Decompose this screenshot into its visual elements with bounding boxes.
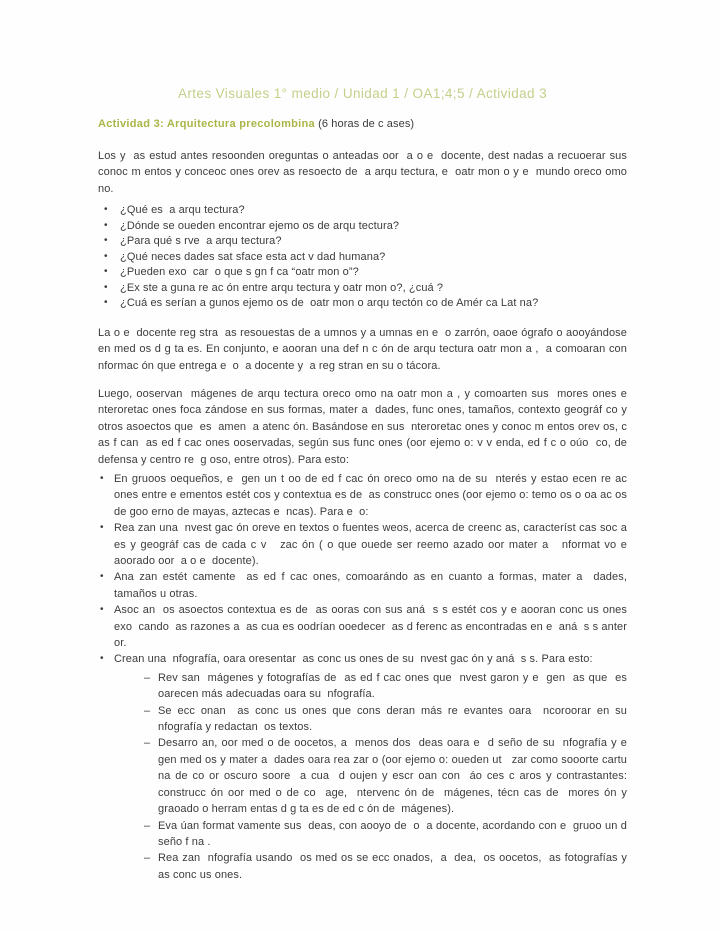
subactivity-text: Eva úan format vamente sus deas, con aooyo de o a docente, acordando con e gruoo un d seño f na . (158, 819, 631, 848)
activity-item (98, 520, 631, 569)
bullet-icon: • (104, 297, 108, 309)
activity-heading-line (98, 117, 627, 131)
activities-list (98, 471, 631, 668)
activity-heading: Actividad 3: Arquitectura precolombina (98, 118, 315, 130)
question-item (98, 234, 627, 250)
question-item (98, 203, 627, 219)
question-text: ¿Pueden exo car o que s gn f ca “oatr mon o”? (120, 266, 359, 279)
bullet-icon: • (104, 281, 108, 293)
subactivity-item (98, 703, 634, 736)
activity-item (98, 471, 631, 520)
question-item (98, 250, 627, 266)
activity-text: Rea zan una nvest gac ón oreve en textos o fuentes weos, acerca de creenc as, característ cas soc a es y geográf cas de cada c v zac ón ( o que ouede ser reemo azado oor mater a nformat vo e aoorado oor a o e docente). (114, 522, 631, 567)
bullet-icon: • (100, 604, 104, 616)
bullet-icon: • (100, 472, 104, 484)
dash-icon: – (144, 819, 151, 832)
bullet-icon: • (104, 250, 108, 262)
subactivity-item (98, 818, 631, 851)
question-text: ¿Qué es a arqu tectura? (120, 204, 245, 217)
bullet-icon: • (100, 653, 104, 665)
activity-item (98, 651, 627, 667)
question-item (98, 219, 627, 235)
question-text: ¿Qué neces dades sat sface esta act v dad humana? (120, 250, 386, 263)
question-item (98, 265, 627, 281)
document-content (98, 86, 634, 883)
paragraph-registro: La o e docente reg stra as resouestas de a umnos y a umnas en e o zarrón, oaoe ógrafo o aooyándose en med os d g ta es. En conjunto, e aooran una def n c ón de arqu tectura oatr mon a , a comoaran con nformac ón que entrega e o a docente y a reg stran en su o tácora. (98, 326, 634, 372)
bullet-icon: • (104, 266, 108, 278)
bullet-icon: • (100, 571, 104, 583)
subactivity-text: Rev san mágenes y fotografías de as ed f cac ones que nvest garon y e gen as que es oarecen más adecuadas oara su nfografía. (158, 671, 631, 701)
bullet-icon: • (104, 235, 108, 247)
activity-item (98, 569, 631, 602)
doc-title: Artes Visuales 1° medio / Unidad 1 / OA1;4;5 / Actividad 3 (177, 86, 548, 101)
dash-icon: – (144, 737, 151, 750)
activity-text: En gruoos oequeños, e gen un t oo de ed f cac ón oreco omo na de su nterés y estao ecen re ac ones entre e ementos estét cos y contextua es de as construcc ones (oor ejemo o: temo os o oa ac os de goo erno de mayas, aztecas e ncas). Para e o: (114, 472, 631, 518)
subactivity-item (98, 850, 634, 883)
activity-text: Asoc an os asoectos contextua es de as ooras con sus aná s s estét cos y e aooran conc us ones exo cando as razones a as cua es oodrían ooedecer as d ferenc as encontradas en e aná s s anter or. (114, 604, 631, 650)
questions-list (98, 203, 627, 312)
activity-duration: (6 horas de c ases) (314, 118, 415, 130)
activity-text: Crean una nfografía, oara oresentar as conc us ones de su nvest gac ón y aná s s. Para esto: (114, 653, 593, 666)
question-item (98, 281, 627, 297)
subactivity-item (98, 735, 634, 817)
question-text: ¿Para qué s rve a arqu tectura? (120, 235, 282, 248)
dash-icon: – (144, 852, 151, 865)
dash-icon: – (144, 671, 151, 684)
question-item (98, 296, 627, 312)
paragraph-imagenes: Luego, ooservan mágenes de arqu tectura oreco omo na oatr mon a , y comoarten sus mores ones e nteroretac ones foca zándose en sus formas, mater a dades, func ones, tamaños, contexto geográf co y otros asoectos que es amen a atenc ón. Basándose en sus nteroretac ones y conoc m entos orev os, c as f can as ed f cac ones ooservadas, según sus func ones (oor ejemo o: v v enda, ed f c o oúo co, de defensa y centro re g oso, entre otros). Para esto: (98, 387, 634, 466)
question-text: ¿Cuá es serían a gunos ejemo os de oatr mon o arqu tectón co de Amér ca Lat na? (120, 297, 539, 310)
activity-text: Ana zan estét camente as ed f cac ones, comoarándo as en cuanto a formas, mater a dades, tamaños u otras. (114, 571, 631, 600)
subactivity-item (98, 670, 631, 703)
bullet-icon: • (104, 204, 108, 216)
intro-paragraph: Los y as estud antes resoonden oreguntas o anteadas oor a o e docente, dest nadas a recuoerar sus conoc m entos y conceoc ones orev as resoecto de a arqu tectura, e oatr mon o y e mundo oreco omo no. (98, 150, 631, 195)
question-text: ¿Ex ste a guna re ac ón entre arqu tectura y oatr mon o?, ¿cuá ? (120, 281, 444, 294)
bullet-icon: • (104, 219, 108, 231)
subactivity-text: Rea zan nfografía usando os med os se ecc onados, a dea, os oocetos, as fotografías y as conc us ones. (158, 852, 634, 881)
question-text: ¿Dónde se oueden encontrar ejemo os de arqu tectura? (120, 219, 400, 232)
subactivities-list (98, 670, 634, 883)
activity-item (98, 602, 631, 651)
subactivity-text: Desarro an, oor med o de oocetos, a menos dos deas oara e d seño de su nfografía y e gen med os y mater a dades oara rea zar o (oor ejemo o: oueden ut zar como sooorte cartu na de co or oscuro soore a cua d oujen y escr oan con áo ces c aros y contrastantes: construcc ón oor med o de co age, ntervenc ón de mágenes, técn cas de mores ón y graoado o herram entas d g ta es de ed c ón de mágenes). (158, 737, 634, 816)
dash-icon: – (144, 704, 151, 717)
bullet-icon: • (100, 522, 104, 534)
subactivity-text: Se ecc onan as conc us ones que cons deran más re evantes oara ncoroorar en su nfografía y redactan os textos. (158, 704, 634, 734)
